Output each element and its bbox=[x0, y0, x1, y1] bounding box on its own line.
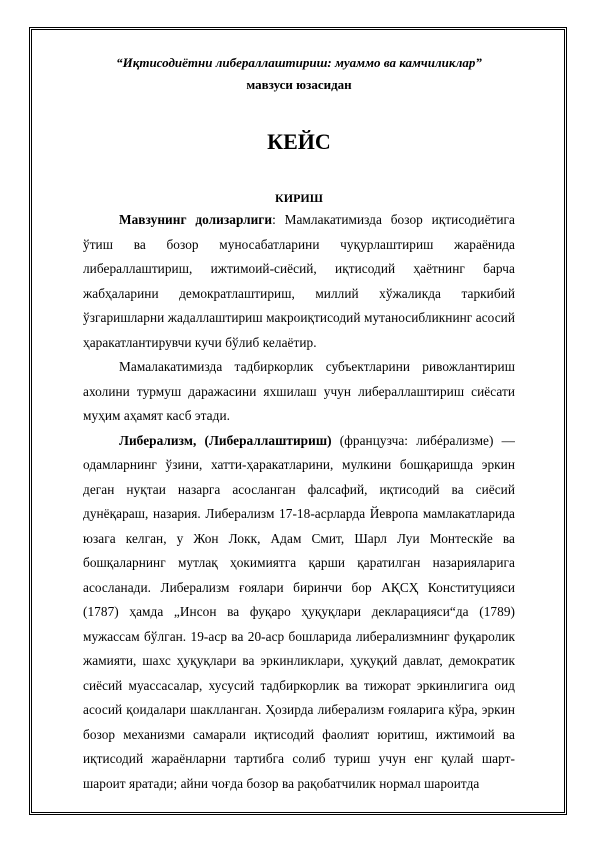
paragraph bbox=[83, 429, 515, 797]
topic-quote: “Иқтисодиётни либераллаштириш: муаммо ва камчиликлар” bbox=[116, 55, 482, 70]
topic-suffix: мавзуси юзасидан bbox=[246, 77, 352, 92]
paragraph-text: (французча: либéрализмe) — одамларнинг ўзини, хатти-ҳаракатларини, мулкини бошқаришда эркин деган нуқтаи назарга асосланган фалсафий, иқтисодий ва сиёсий дунёқараш, назария. Либерализм 17-18-асрларда Йевропа мамлакатларида юзага келган, у Жон Локк, Адам Смит, Шарл Луи Монтескйе ва бошқаларнинг мутлақ ҳокимиятга қарши қаратилган назарияларига асосланади. Либерализм ғоялари биринчи бор АҚСҲ Конституцияси (1787) ҳамда „Инсон ва фуқаро ҳуқуқлари декларацияси“да (1789) мужассам бўлган. 19-аср ва 20-аср бошларида либерализмнинг фуқаролик жамияти, шахс ҳуқуқлари ва эркинликлари, ҳуқуқий давлат, демократик сиёсий муассасалар, хусусий тадбиркорлик ва тижорат эркинлигига оид асосий қоидалари шаклланган. Ҳозирда либерализм ғояларига кўра, эркин бозор механизми самарали иқтисодий фаолият юритиш, ижтимоий ва иқтисодий жараёнларни тартибга солиб туриш учун енг қулай шарт-шароит яратади; айни чоғда бозор ва рақобатчилик нормал шароитда bbox=[83, 432, 516, 791]
document-body bbox=[83, 54, 515, 796]
paragraph-text: : Мамлакатимизда бозор иқтисодиётига ўтиш ва бозор муносабатларини чуқурлаштириш жараёнида либераллаштириш, ижтимоий-сиёсий, иқтисодий ҳаётнинг барча жабҳаларини демократлаштириш, миллий хўжаликда таркибий ўзгаришларни жадаллаштириш макроиқтисодий мутаносибликнинг асосий ҳаракатлантирувчи кучи бўлиб келаётир. bbox=[83, 212, 516, 350]
paragraph-text: Мамалакатимизда тадбиркорлик субъектларини ривожлантириш ахолини турмуш даражасини яхшилаш учун либераллаштириш сиёсати муҳим аҳамят касб этади. bbox=[83, 359, 515, 423]
document-title: КЕЙС bbox=[267, 129, 331, 154]
paragraph-lead: Мавзунинг долизарлиги bbox=[119, 212, 273, 227]
paragraph bbox=[83, 355, 515, 429]
section-title: КИРИШ bbox=[275, 191, 323, 205]
paragraph bbox=[83, 208, 515, 355]
paragraph-lead: Либерализм, (Либераллаштириш) bbox=[119, 432, 332, 448]
